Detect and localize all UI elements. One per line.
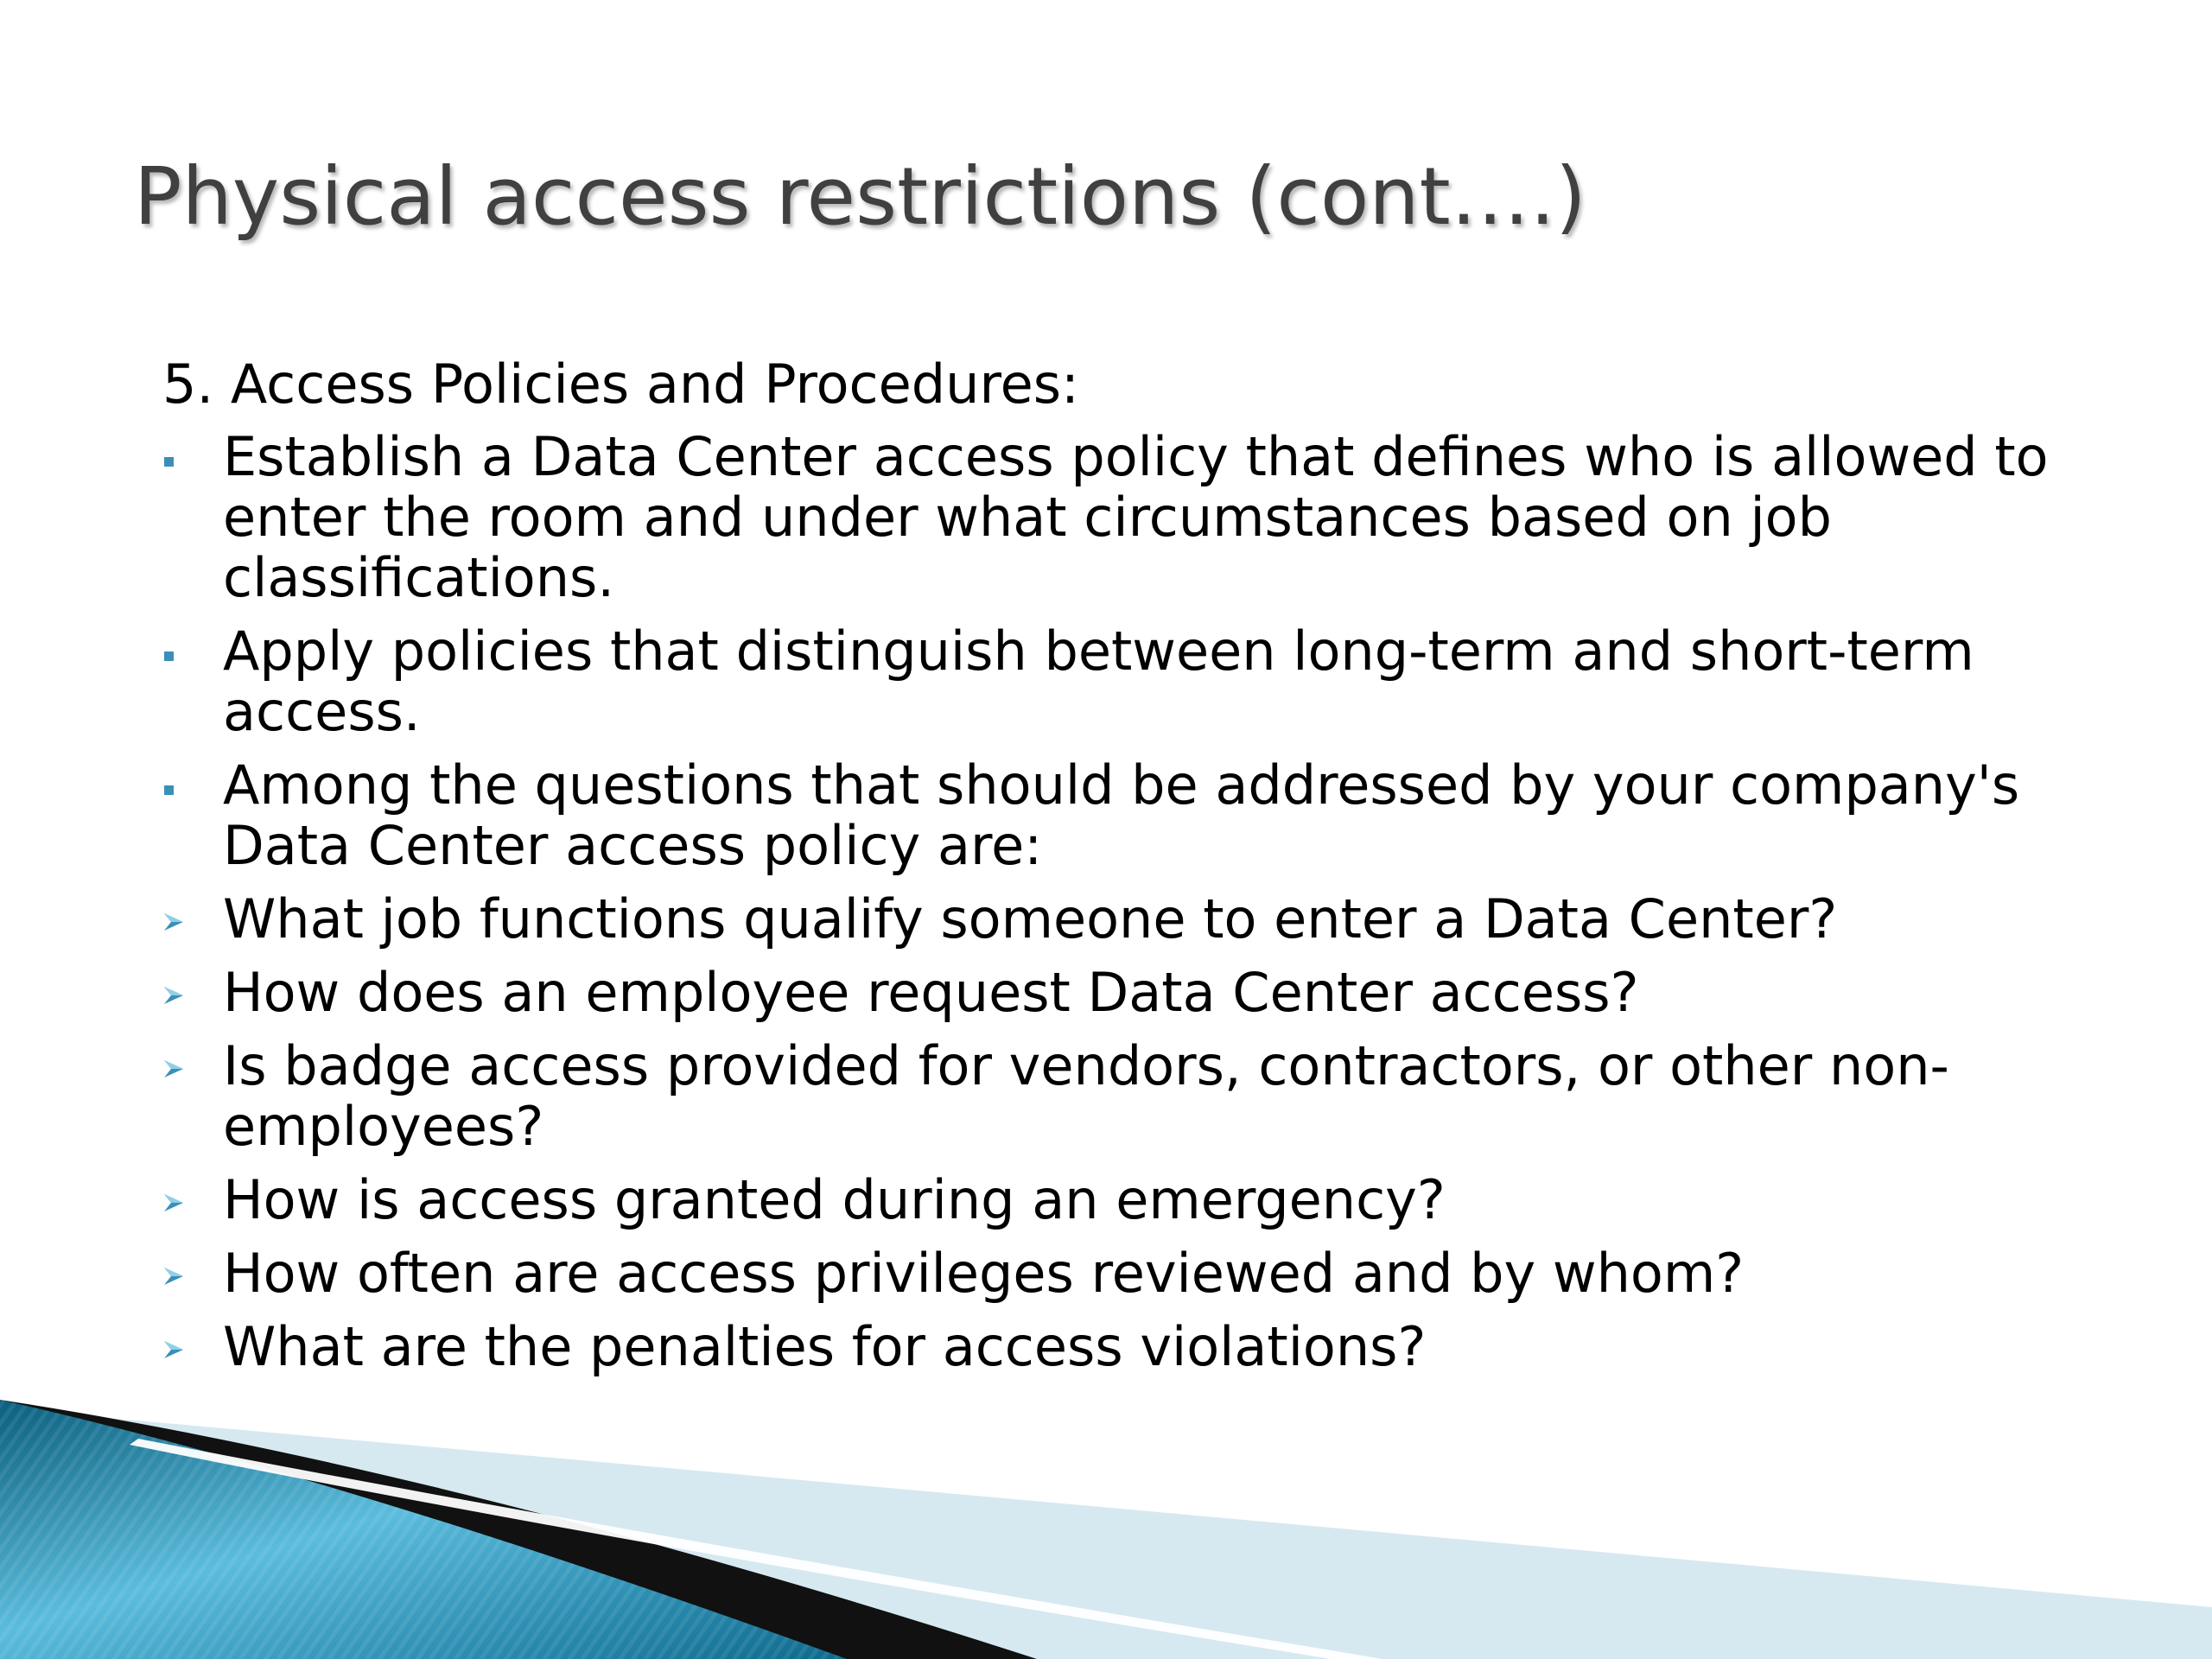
bullet-item bbox=[162, 621, 2098, 742]
question-item bbox=[162, 1243, 2098, 1304]
square-bullet-icon bbox=[162, 755, 214, 816]
bullet-text: Apply policies that distinguish between long-term and short-term access. bbox=[223, 620, 1974, 743]
question-text: Is badge access provided for vendors, contractors, or other non-employees? bbox=[223, 1034, 1949, 1158]
arrow-bullet-icon bbox=[162, 1036, 214, 1096]
question-item bbox=[162, 889, 2098, 950]
bullet-text: Establish a Data Center access policy that defines who is allowed to enter the room and under what circumstances based on job classifications. bbox=[223, 425, 2049, 609]
question-item bbox=[162, 1170, 2098, 1230]
bullet-item bbox=[162, 427, 2098, 608]
corner-wave-decoration bbox=[0, 1348, 2212, 1659]
arrow-bullet-icon bbox=[162, 1243, 214, 1304]
question-text: What job functions qualify someone to enter a Data Center? bbox=[223, 887, 1838, 950]
question-text: What are the penalties for access violations? bbox=[223, 1315, 1427, 1378]
square-bullet-icon bbox=[162, 427, 214, 487]
arrow-bullet-icon bbox=[162, 1170, 214, 1230]
slide-body bbox=[162, 354, 2098, 1390]
question-item bbox=[162, 1036, 2098, 1157]
bullet-item bbox=[162, 755, 2098, 876]
question-text: How is access granted during an emergency? bbox=[223, 1168, 1446, 1231]
question-text: How often are access privileges reviewed and by whom? bbox=[223, 1242, 1745, 1305]
arrow-bullet-icon bbox=[162, 889, 214, 950]
bullet-text: Among the questions that should be addressed by your company's Data Center access policy are: bbox=[223, 753, 2020, 877]
section-heading: 5. Access Policies and Procedures: bbox=[162, 353, 1079, 416]
question-item bbox=[162, 963, 2098, 1023]
question-text: How does an employee request Data Center access? bbox=[223, 961, 1639, 1024]
arrow-bullet-icon bbox=[162, 963, 214, 1023]
slide-title: Physical access restrictions (cont….) bbox=[134, 150, 1586, 243]
square-bullet-icon bbox=[162, 621, 214, 682]
